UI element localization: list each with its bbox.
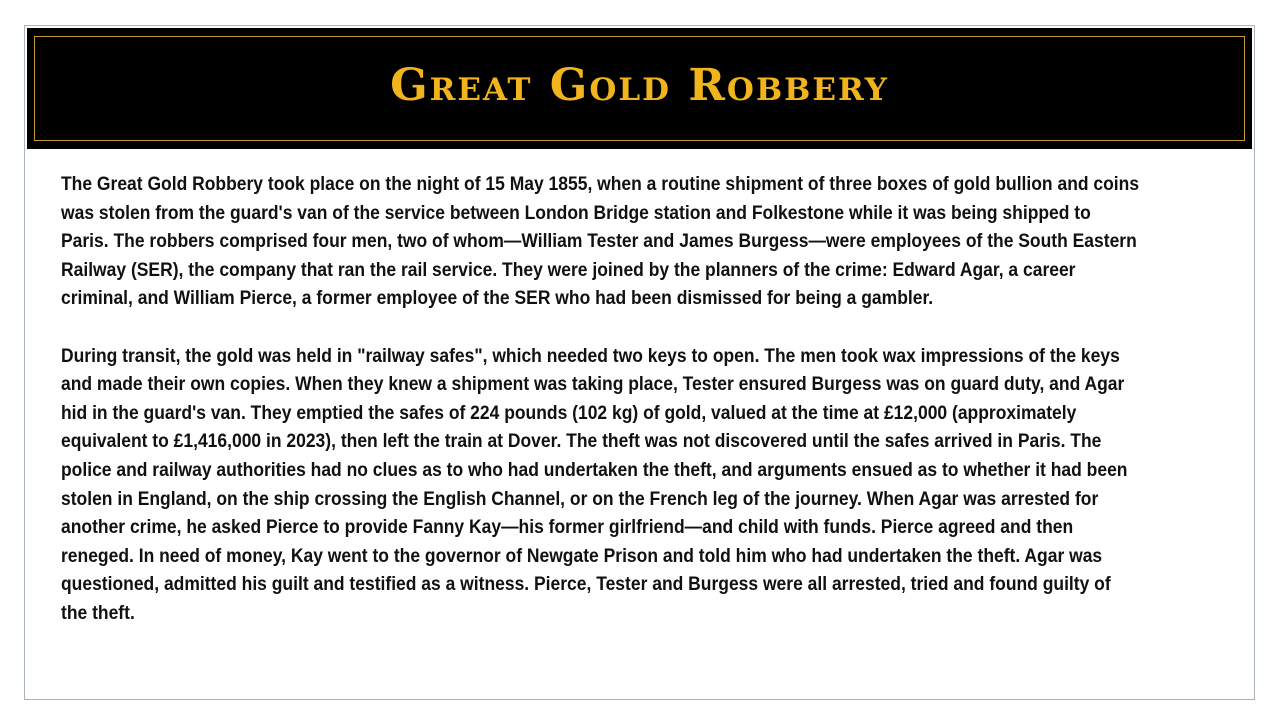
- slide-title: Great Gold Robbery: [390, 60, 889, 111]
- slide: [24, 25, 1255, 700]
- slide-body: [61, 171, 1139, 629]
- title-banner: [27, 28, 1252, 149]
- title-frame: [34, 36, 1245, 141]
- body-paragraph-2: During transit, the gold was held in "railway safes", which needed two keys to open. The men took wax impressions of the keys and made their own copies. When they knew a shipment was taking place, Tester ensured Burgess was on guard duty, and Agar hid in the guard's van. They emptied the safes of 224 pounds (102 kg) of gold, valued at the time at £12,000 (approximately equivalent to £1,416,000 in 2023), then left the train at Dover. The theft was not discovered until the safes arrived in Paris. The police and railway authorities had no clues as to who had undertaken the theft, and arguments ensued as to whether it had been stolen in England, on the ship crossing the English Channel, or on the French leg of the journey. When Agar was arrested for another crime, he asked Pierce to provide Fanny Kay—his former girlfriend—and child with funds. Pierce agreed and then reneged. In need of money, Kay went to the governor of Newgate Prison and told him who had undertaken the theft. Agar was questioned, admitted his guilt and testified as a witness. Pierce, Tester and Burgess were all arrested, tried and found guilty of the theft.: [61, 345, 1128, 624]
- body-paragraph-1: The Great Gold Robbery took place on the night of 15 May 1855, when a routine shipment of three boxes of gold bullion and coins was stolen from the guard's van of the service between London Bridge station and Folkestone while it was being shipped to Paris. The robbers comprised four men, two of whom—William Tester and James Burgess—were employees of the South Eastern Railway (SER), the company that ran the rail service. They were joined by the planners of the crime: Edward Agar, a career criminal, and William Pierce, a former employee of the SER who had been dismissed for being a gambler.: [61, 174, 1140, 310]
